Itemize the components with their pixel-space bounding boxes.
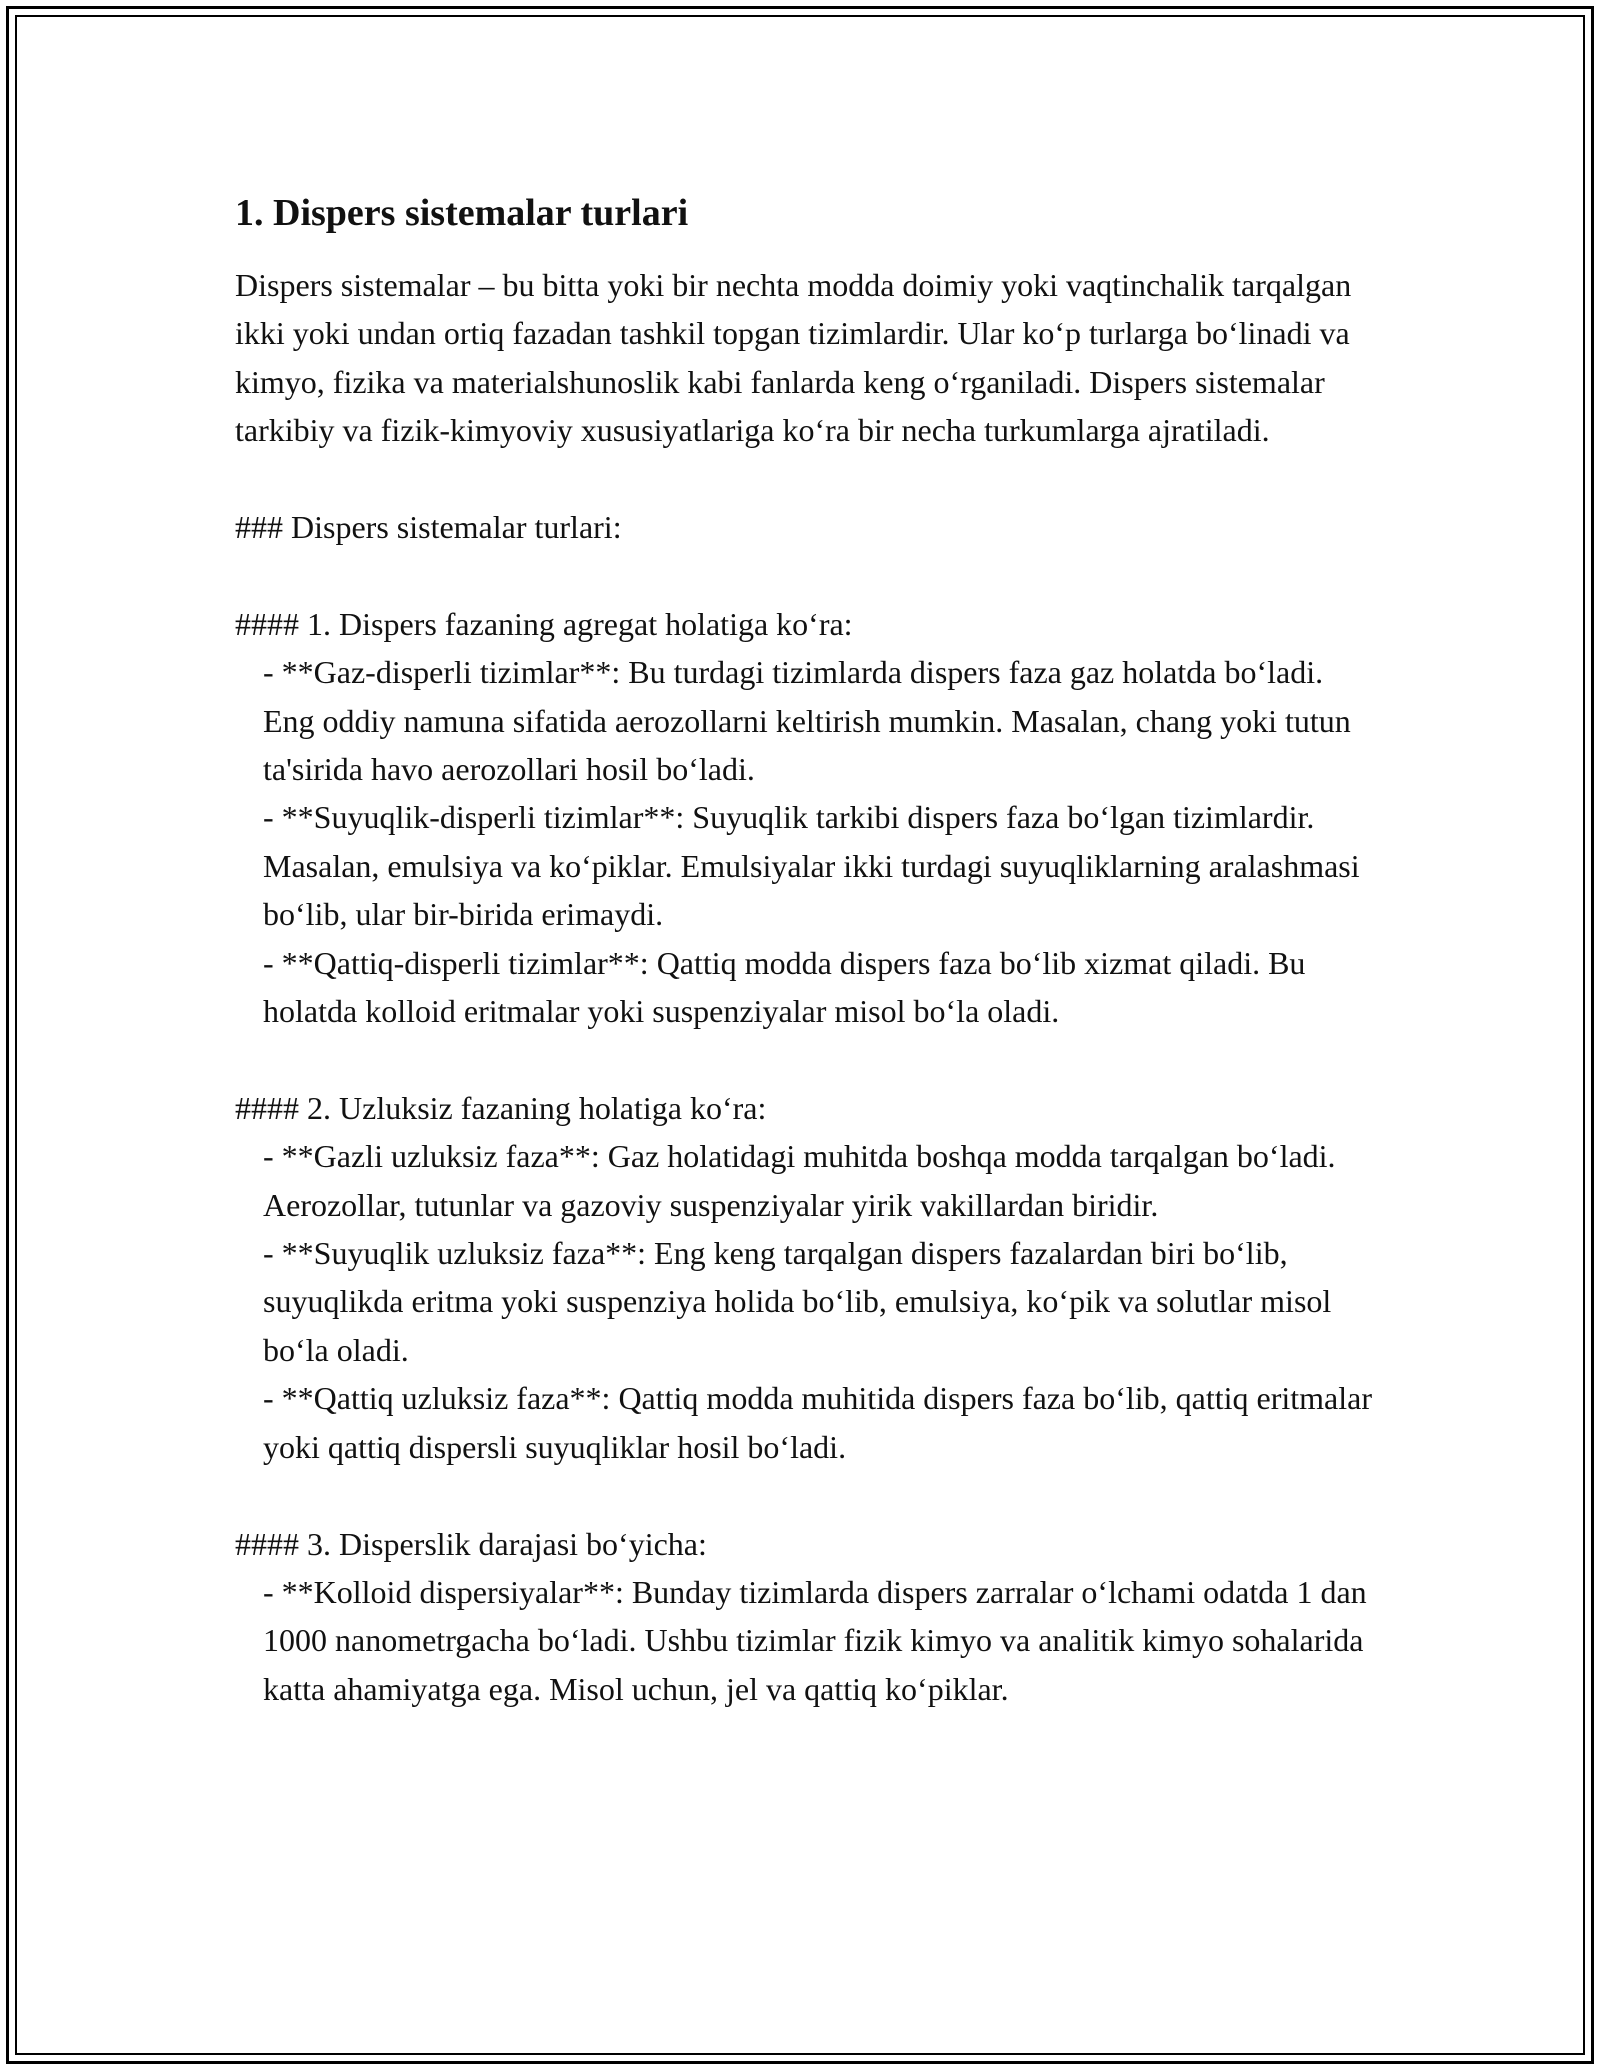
document-body (235, 261, 1375, 1713)
list-item-liquid-continuous: - **Suyuqlik uzluksiz faza**: Eng keng tarqalgan dispers fazalardan biri bo‘lib, suyuqlikda eritma yoki suspenziya holida bo‘lib, emulsiya, ko‘pik va solutlar misol bo‘la oladi. (263, 1235, 1332, 1368)
list-item-gas-dispersed: - **Gaz-disperli tizimlar**: Bu turdagi tizimlarda dispers faza gaz holatda bo‘ladi. Eng oddiy namuna sifatida aerozollarni keltirish mumkin. Masalan, chang yoki tutun ta'sirida havo aerozollari hosil bo‘ladi. (263, 654, 1351, 788)
list-item-colloid: - **Kolloid dispersiyalar**: Bunday tizimlarda dispers zarralar o‘lchami odatda 1 dan 1000 nanometrgacha bo‘ladi. Ushbu tizimlar fizik kimyo va analitik kimyo sohalarida katta ahamiyatga ega. Misol uchun, jel va qattiq ko‘piklar. (263, 1573, 1367, 1707)
blank-line (235, 551, 1375, 599)
section-heading: ### Dispers sistemalar turlari: (235, 509, 622, 546)
group-heading-2: #### 2. Uzluksiz fazaning holatiga ko‘ra: (235, 1089, 767, 1126)
blank-line (235, 1035, 1375, 1083)
list-item-solid-dispersed: - **Qattiq-disperli tizimlar**: Qattiq modda dispers faza bo‘lib xizmat qiladi. Bu holatda kolloid eritmalar yoki suspenziyalar misol bo‘la oladi. (263, 944, 1306, 1030)
document-title: 1. Dispers sistemalar turlari (235, 192, 689, 234)
list-item-gas-continuous: - **Gazli uzluksiz faza**: Gaz holatidagi muhitda boshqa modda tarqalgan bo‘ladi. Aerozollar, tutunlar va gazoviy suspenziyalar yirik vakillardan biridir. (263, 1138, 1336, 1223)
list-item-solid-continuous: - **Qattiq uzluksiz faza**: Qattiq modda muhitida dispers faza bo‘lib, qattiq eritmalar yoki qattiq dispersli suyuqliklar hosil bo‘ladi. (263, 1380, 1372, 1465)
blank-line (235, 455, 1375, 503)
group-heading-3: #### 3. Disperslik darajasi bo‘yicha: (235, 1525, 707, 1562)
group-heading-1: #### 1. Dispers fazaning agregat holatiga ko‘ra: (235, 605, 853, 642)
document-content (235, 185, 1375, 1713)
blank-line (235, 1471, 1375, 1519)
intro-paragraph: Dispers sistemalar – bu bitta yoki bir nechta modda doimiy yoki vaqtinchalik tarqalgan ikki yoki undan ortiq fazadan tashkil topgan tizimlardir. Ular ko‘p turlarga bo‘linadi va kimyo, fizika va materialshunoslik kabi fanlarda keng o‘rganiladi. Dispers sistemalar tarkibiy va fizik-kimyoviy xususiyatlariga ko‘ra bir necha turkumlarga ajratiladi. (235, 267, 1352, 449)
list-item-liquid-dispersed: - **Suyuqlik-disperli tizimlar**: Suyuqlik tarkibi dispers faza bo‘lgan tizimlardir. Masalan, emulsiya va ko‘piklar. Emulsiyalar ikki turdagi suyuqliklarning aralashmasi bo‘lib, ular bir-birida erimaydi. (263, 799, 1360, 933)
